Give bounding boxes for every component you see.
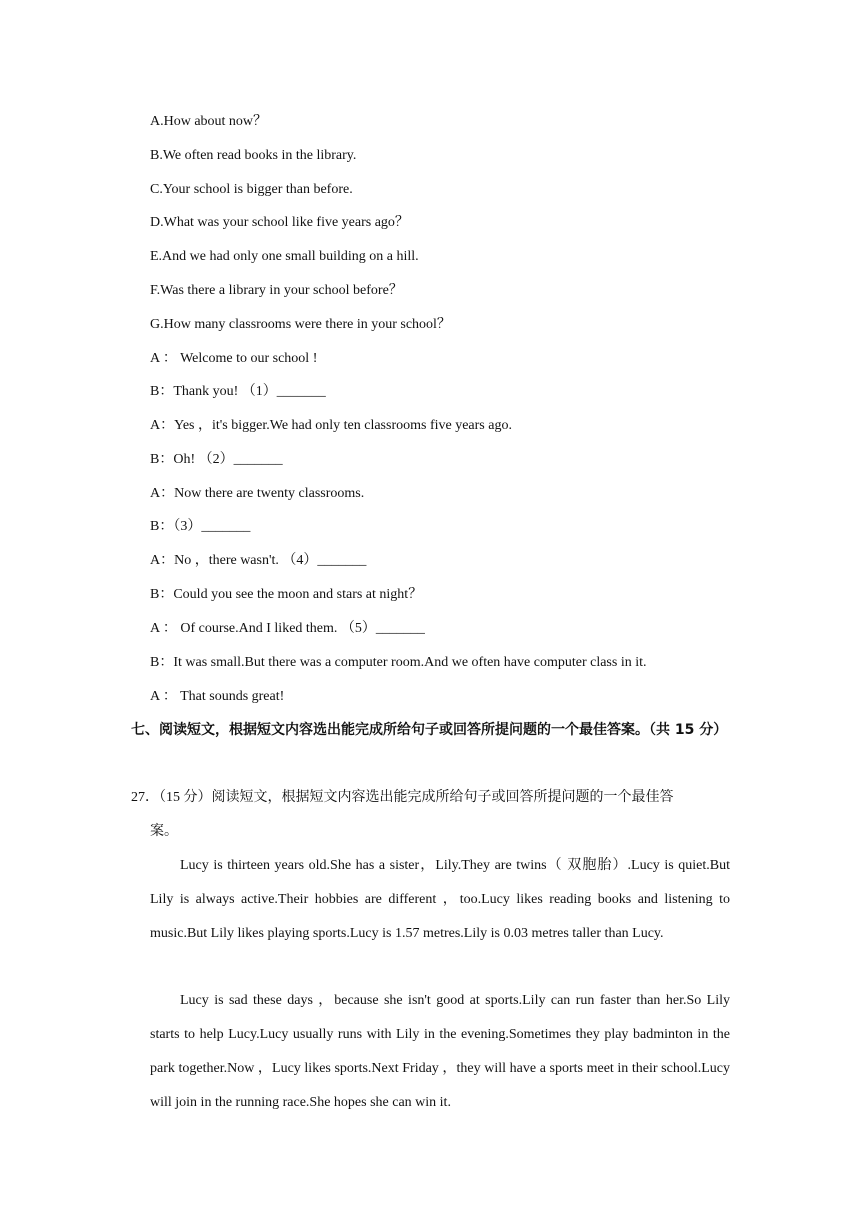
option-b: B.We often read books in the library. [150,148,357,163]
passage-paragraph-1: Lucy is thirteen years old.She has a sister，Lily.They are twins（ 双胞胎）.Lucy is quiet.But Lily is always active.Their hobbies are different ，too.Lucy likes reading books and listening to music.But Lily likes playing sports.Lucy is 1.57 metres.Lily is 0.03 metres taller than Lucy. [150,858,730,941]
option-d: D.What was your school like five years ago？ [150,215,409,230]
dialogue-line: B：Thank you! （1）_______ [150,384,326,399]
option-a: A.How about now？ [150,114,268,129]
dialogue-line: A ： Welcome to our school ! [150,351,318,366]
dialogue-line: B：Oh! （2）_______ [150,452,283,467]
question-number: 27． [131,790,159,805]
option-e: E.And we had only one small building on a hill. [150,249,419,264]
dialogue-line: A：Now there are twenty classrooms. [150,486,365,501]
dialogue-line: B：It was small.But there was a computer room.And we often have computer class in it. [150,655,647,670]
option-f: F.Was there a library in your school before？ [150,283,403,298]
section-heading: 七、阅读短文，根据短文内容选出能完成所给句子或回答所提问题的一个最佳答案。（共 15 分） [131,722,728,738]
option-c: C.Your school is bigger than before. [150,182,353,197]
question-27 [131,781,731,849]
question-text-continued: 案。 [150,824,178,839]
dialogue-line: A：Yes ，it's bigger.We had only ten classrooms five years ago. [150,418,512,433]
passage-paragraph-2: Lucy is sad these days ，because she isn't good at sports.Lily can run faster than her.So Lily starts to help Lucy.Lucy usually runs with Lily in the evening.Sometimes they play badminton in the park together.Now ，Lucy likes sports.Next Friday ，they will have a sports meet in their school.Lucy will join in the running race.She hopes she can win it. [150,993,730,1110]
option-g: G.How many classrooms were there in your school？ [150,317,451,332]
dialogue-line: A ： That sounds great! [150,689,285,704]
dialogue-line: B：（3）_______ [150,519,251,534]
question-text: （15 分）阅读短文，根据短文内容选出能完成所给句子或回答所提问题的一个最佳答 [159,790,674,805]
dialogue-line: A：No ，there wasn't. （4）_______ [150,553,367,568]
dialogue-line: A ： Of course.And I liked them. （5）_______ [150,621,425,636]
dialogue-line: B：Could you see the moon and stars at night？ [150,587,423,602]
